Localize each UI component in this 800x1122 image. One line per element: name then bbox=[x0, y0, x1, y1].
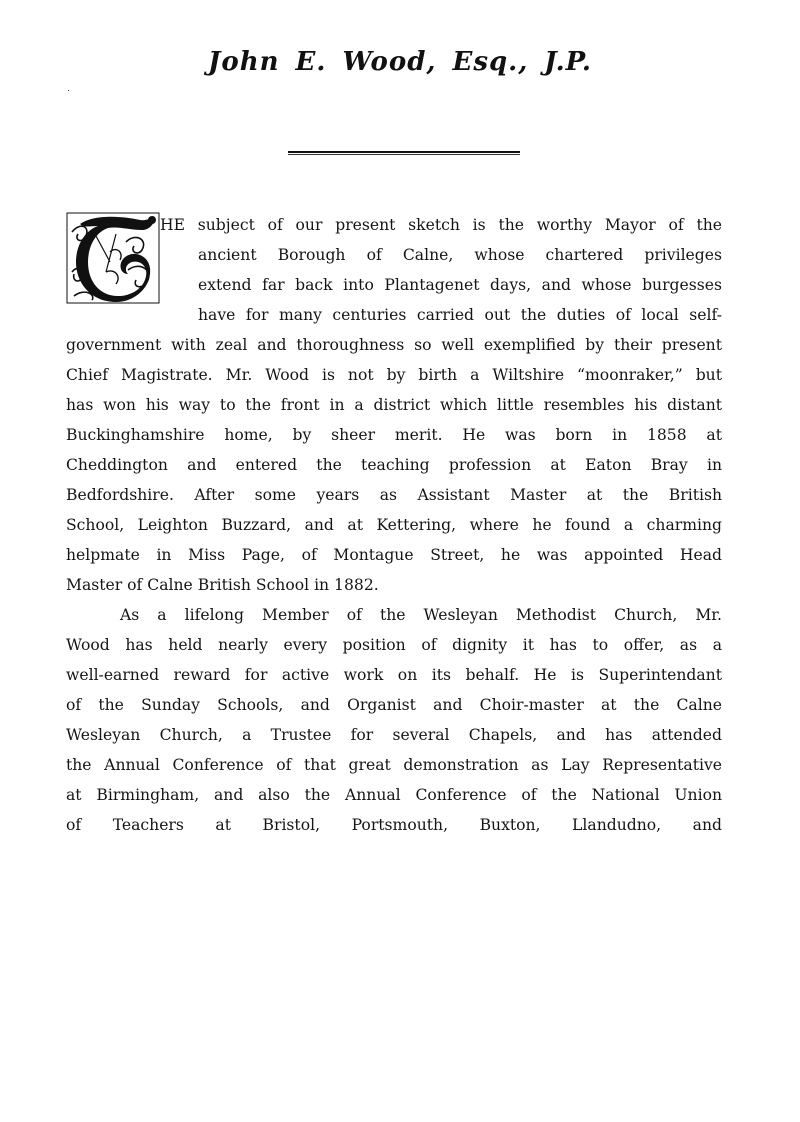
title-divider-rule bbox=[288, 151, 520, 156]
paragraph-1 bbox=[66, 210, 722, 600]
text-line: well-earned reward for active work on its behalf. He is Superintendant bbox=[66, 666, 722, 684]
text-line: have for many centuries carried out the duties of local self- bbox=[198, 306, 722, 324]
article-body bbox=[66, 210, 722, 840]
text-line: Bedfordshire. After some years as Assistant Master at the British bbox=[66, 486, 722, 504]
text-line: government with zeal and thoroughness so well exemplified by their present bbox=[66, 336, 722, 354]
text-line: ancient Borough of Calne, whose chartered privileges bbox=[198, 246, 722, 264]
text-line: at Birmingham, and also the Annual Conference of the National Union bbox=[66, 786, 722, 804]
text-line: extend far back into Plantagenet days, and whose burgesses bbox=[198, 276, 722, 294]
text-line: of the Sunday Schools, and Organist and Choir-master at the Calne bbox=[66, 696, 722, 714]
text-line: Chief Magistrate. Mr. Wood is not by birth a Wiltshire “moonraker,” but bbox=[66, 366, 722, 384]
text-line: HE subject of our present sketch is the worthy Mayor of the bbox=[160, 216, 722, 234]
text-line: has won his way to the front in a district which little resembles his distant bbox=[66, 396, 722, 414]
page-title: John E. Wood, Esq., J.P. bbox=[208, 47, 592, 77]
text-line: As a lifelong Member of the Wesleyan Methodist Church, Mr. bbox=[120, 606, 722, 624]
text-line: Buckinghamshire home, by sheer merit. He was born in 1858 at bbox=[66, 426, 722, 444]
text-line: the Annual Conference of that great demonstration as Lay Representative bbox=[66, 756, 722, 774]
text-line: Wood has held nearly every position of dignity it has to offer, as a bbox=[66, 636, 722, 654]
paragraph-2 bbox=[66, 600, 722, 840]
text-line: of Teachers at Bristol, Portsmouth, Buxton, Llandudno, and bbox=[66, 816, 722, 834]
text-line: Master of Calne British School in 1882. bbox=[66, 576, 379, 594]
text-line: Wesleyan Church, a Trustee for several Chapels, and has attended bbox=[66, 726, 722, 744]
scan-speck bbox=[68, 90, 69, 91]
text-line: Cheddington and entered the teaching profession at Eaton Bray in bbox=[66, 456, 722, 474]
text-line: School, Leighton Buzzard, and at Kettering, where he found a charming bbox=[66, 516, 722, 534]
text-line: helpmate in Miss Page, of Montague Street, he was appointed Head bbox=[66, 546, 722, 564]
